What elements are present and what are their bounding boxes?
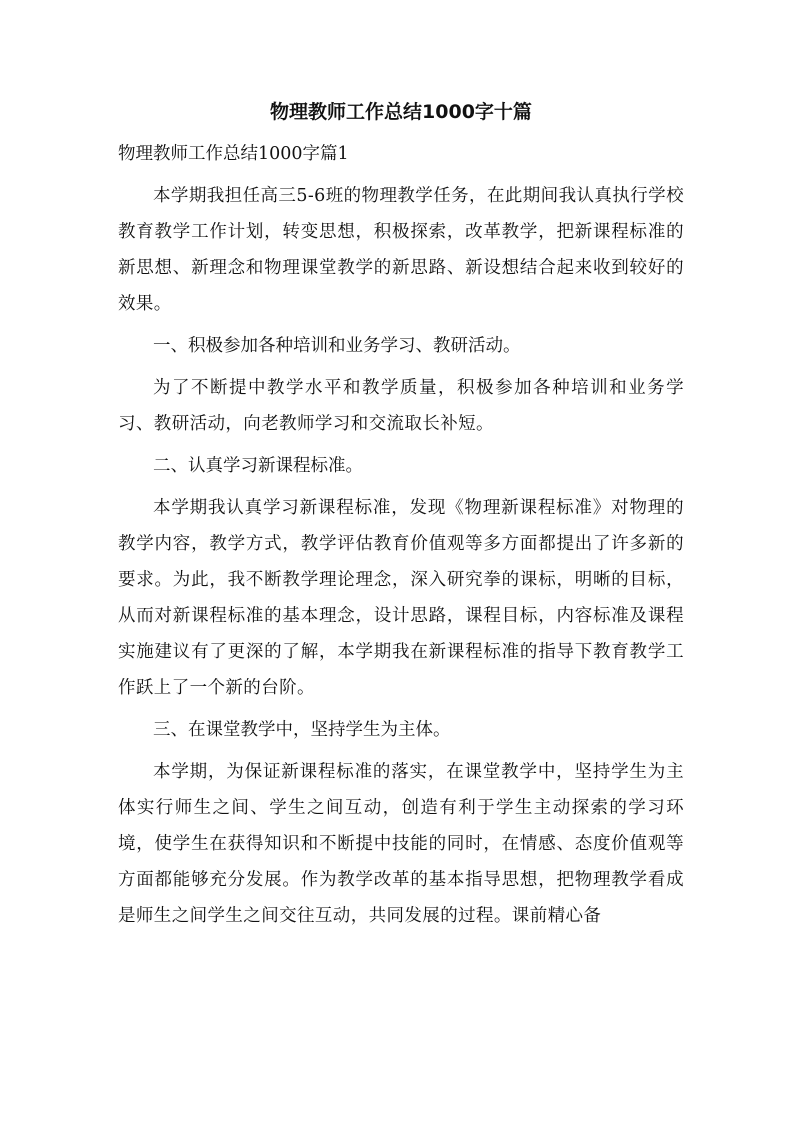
paragraph-intro: 本学期我担任高三5-6班的物理教学任务，在此期间我认真执行学校教育教学工作计划，转变思想，积极探索，改革教学，把新课程标准的新思想、新理念和物理课堂教学的新思路、新设想结合起来收到较好的效果。 [118, 186, 684, 314]
document-title: 物理教师工作总结1000字十篇 [270, 101, 532, 123]
section-subtitle: 物理教师工作总结1000字篇1 [118, 144, 349, 164]
paragraph-training: 为了不断提中教学水平和教学质量，积极参加各种培训和业务学习、教研活动，向老教师学习和交流取长补短。 [118, 378, 684, 434]
paragraph-curriculum: 本学期我认真学习新课程标准，发现《物理新课程标准》对物理的教学内容，教学方式，教学评估教育价值观等多方面都提出了许多新的要求。为此，我不断教学理论理念，深入研究拳的课标，明晰的目标，从而对新课程标准的基本理念，设计思路，课程目标，内容标准及课程实施建议有了更深的了解，本学期我在新课程标准的指导下教育教学工作跃上了一个新的台阶。 [118, 498, 684, 698]
section-heading-3: 三、在课堂教学中，坚持学生为主体。 [153, 720, 451, 740]
section-heading-1: 一、积极参加各种培训和业务学习、教研活动。 [153, 336, 521, 356]
paragraph-classroom: 本学期，为保证新课程标准的落实，在课堂教学中，坚持学生为主体实行师生之间、学生之间互动，创造有利于学生主动探索的学习环境，使学生在获得知识和不断提中技能的同时，在情感、态度价值观等方面都能够充分发展。作为教学改革的基本指导思想，把物理教学看成是师生之间学生之间交往互动，共同发展的过程。课前精心备 [118, 762, 684, 926]
section-heading-2: 二、认真学习新课程标准。 [153, 456, 363, 476]
